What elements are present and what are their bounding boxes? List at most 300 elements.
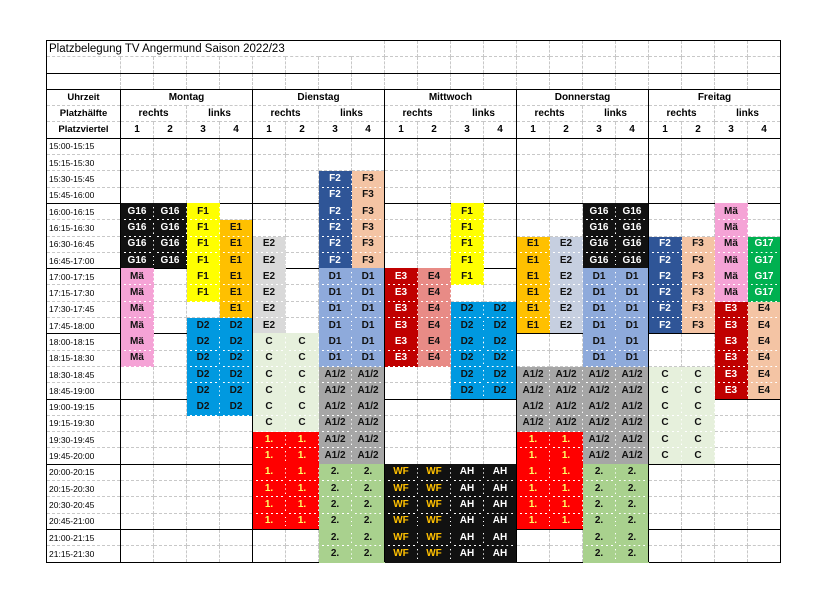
court-cell[interactable]: D2 bbox=[484, 366, 517, 382]
court-cell[interactable] bbox=[517, 155, 550, 171]
court-cell[interactable] bbox=[418, 366, 451, 382]
court-cell[interactable]: D2 bbox=[451, 318, 484, 334]
court-cell[interactable] bbox=[220, 464, 253, 480]
court-cell[interactable] bbox=[649, 497, 682, 513]
court-cell[interactable] bbox=[649, 513, 682, 529]
court-cell[interactable] bbox=[583, 187, 616, 203]
court-cell[interactable] bbox=[286, 285, 319, 301]
court-cell[interactable] bbox=[154, 481, 187, 497]
court-cell[interactable]: E2 bbox=[253, 301, 286, 317]
court-cell[interactable]: 1. bbox=[286, 481, 319, 497]
court-cell[interactable] bbox=[220, 529, 253, 545]
court-cell[interactable] bbox=[583, 138, 616, 154]
court-cell[interactable]: Mä bbox=[715, 285, 748, 301]
court-cell[interactable] bbox=[154, 448, 187, 464]
court-cell[interactable]: E1 bbox=[220, 252, 253, 268]
court-cell[interactable] bbox=[154, 383, 187, 399]
court-cell[interactable] bbox=[484, 187, 517, 203]
court-cell[interactable]: G17 bbox=[748, 252, 781, 268]
court-cell[interactable]: A1/2 bbox=[616, 432, 649, 448]
court-cell[interactable]: C bbox=[682, 448, 715, 464]
court-cell[interactable] bbox=[715, 481, 748, 497]
court-cell[interactable] bbox=[121, 432, 154, 448]
court-cell[interactable]: Mä bbox=[121, 318, 154, 334]
court-cell[interactable] bbox=[682, 220, 715, 236]
court-cell[interactable]: C bbox=[649, 383, 682, 399]
court-cell[interactable] bbox=[550, 155, 583, 171]
court-cell[interactable]: D1 bbox=[616, 269, 649, 285]
court-cell[interactable] bbox=[484, 236, 517, 252]
court-cell[interactable]: C bbox=[253, 334, 286, 350]
court-cell[interactable] bbox=[187, 301, 220, 317]
court-cell[interactable]: 2. bbox=[352, 529, 385, 545]
court-cell[interactable] bbox=[154, 155, 187, 171]
court-cell[interactable] bbox=[187, 138, 220, 154]
court-cell[interactable]: E4 bbox=[748, 318, 781, 334]
court-cell[interactable]: F1 bbox=[187, 220, 220, 236]
court-cell[interactable] bbox=[187, 481, 220, 497]
court-cell[interactable]: WF bbox=[418, 481, 451, 497]
court-cell[interactable]: WF bbox=[385, 464, 418, 480]
court-cell[interactable]: E2 bbox=[550, 236, 583, 252]
court-cell[interactable] bbox=[517, 138, 550, 154]
court-cell[interactable]: G16 bbox=[583, 252, 616, 268]
court-cell[interactable]: C bbox=[682, 366, 715, 382]
court-cell[interactable] bbox=[748, 464, 781, 480]
court-cell[interactable] bbox=[715, 464, 748, 480]
court-cell[interactable]: E3 bbox=[715, 366, 748, 382]
court-cell[interactable]: G16 bbox=[616, 252, 649, 268]
court-cell[interactable]: Mä bbox=[715, 252, 748, 268]
court-cell[interactable] bbox=[451, 171, 484, 187]
court-cell[interactable]: AH bbox=[484, 529, 517, 545]
court-cell[interactable]: C bbox=[286, 366, 319, 382]
court-cell[interactable]: G16 bbox=[121, 220, 154, 236]
court-cell[interactable]: D1 bbox=[616, 350, 649, 366]
court-cell[interactable] bbox=[715, 448, 748, 464]
court-cell[interactable]: G16 bbox=[121, 236, 154, 252]
court-cell[interactable] bbox=[418, 252, 451, 268]
court-cell[interactable] bbox=[154, 138, 187, 154]
court-cell[interactable] bbox=[121, 481, 154, 497]
court-cell[interactable] bbox=[154, 497, 187, 513]
court-cell[interactable]: C bbox=[682, 383, 715, 399]
court-cell[interactable] bbox=[451, 138, 484, 154]
court-cell[interactable]: E1 bbox=[517, 269, 550, 285]
court-cell[interactable] bbox=[649, 546, 682, 562]
court-cell[interactable]: WF bbox=[418, 546, 451, 562]
court-cell[interactable] bbox=[187, 155, 220, 171]
court-cell[interactable] bbox=[187, 415, 220, 431]
court-cell[interactable]: 2. bbox=[319, 529, 352, 545]
court-cell[interactable]: WF bbox=[385, 529, 418, 545]
court-cell[interactable] bbox=[187, 529, 220, 545]
court-cell[interactable]: G16 bbox=[583, 236, 616, 252]
court-cell[interactable]: E3 bbox=[385, 318, 418, 334]
court-cell[interactable]: A1/2 bbox=[583, 383, 616, 399]
court-cell[interactable] bbox=[748, 171, 781, 187]
court-cell[interactable]: 2. bbox=[616, 513, 649, 529]
court-cell[interactable]: G16 bbox=[583, 220, 616, 236]
court-cell[interactable] bbox=[715, 432, 748, 448]
court-cell[interactable]: 1. bbox=[286, 497, 319, 513]
court-cell[interactable] bbox=[187, 513, 220, 529]
court-cell[interactable]: D2 bbox=[451, 383, 484, 399]
court-cell[interactable]: D2 bbox=[484, 383, 517, 399]
court-cell[interactable]: G17 bbox=[748, 236, 781, 252]
court-cell[interactable]: A1/2 bbox=[352, 415, 385, 431]
court-cell[interactable] bbox=[187, 187, 220, 203]
court-cell[interactable] bbox=[748, 155, 781, 171]
court-cell[interactable]: WF bbox=[418, 529, 451, 545]
court-cell[interactable]: G16 bbox=[121, 203, 154, 219]
court-cell[interactable] bbox=[154, 350, 187, 366]
court-cell[interactable]: Mä bbox=[715, 236, 748, 252]
court-cell[interactable]: G16 bbox=[154, 236, 187, 252]
court-cell[interactable]: E3 bbox=[715, 318, 748, 334]
court-cell[interactable] bbox=[154, 334, 187, 350]
court-cell[interactable]: G16 bbox=[616, 203, 649, 219]
court-cell[interactable]: 2. bbox=[352, 497, 385, 513]
court-cell[interactable]: F2 bbox=[319, 252, 352, 268]
court-cell[interactable] bbox=[682, 138, 715, 154]
court-cell[interactable] bbox=[121, 448, 154, 464]
court-cell[interactable] bbox=[121, 513, 154, 529]
court-cell[interactable] bbox=[418, 383, 451, 399]
court-cell[interactable]: 2. bbox=[319, 481, 352, 497]
court-cell[interactable]: AH bbox=[451, 497, 484, 513]
court-cell[interactable]: F2 bbox=[319, 187, 352, 203]
court-cell[interactable]: 1. bbox=[550, 448, 583, 464]
court-cell[interactable]: C bbox=[649, 415, 682, 431]
court-cell[interactable]: D2 bbox=[220, 318, 253, 334]
court-cell[interactable]: 1. bbox=[550, 464, 583, 480]
court-cell[interactable]: G16 bbox=[583, 203, 616, 219]
court-cell[interactable] bbox=[220, 155, 253, 171]
court-cell[interactable]: E1 bbox=[220, 301, 253, 317]
court-cell[interactable]: F1 bbox=[451, 203, 484, 219]
court-cell[interactable] bbox=[121, 497, 154, 513]
court-cell[interactable] bbox=[484, 448, 517, 464]
court-cell[interactable]: D1 bbox=[319, 334, 352, 350]
court-cell[interactable]: D1 bbox=[616, 334, 649, 350]
court-cell[interactable]: 2. bbox=[616, 546, 649, 562]
court-cell[interactable] bbox=[352, 155, 385, 171]
court-cell[interactable]: AH bbox=[451, 481, 484, 497]
court-cell[interactable]: WF bbox=[385, 546, 418, 562]
court-cell[interactable]: F2 bbox=[649, 252, 682, 268]
court-cell[interactable] bbox=[583, 155, 616, 171]
court-cell[interactable]: E1 bbox=[220, 269, 253, 285]
court-cell[interactable]: 2. bbox=[583, 464, 616, 480]
court-cell[interactable] bbox=[385, 448, 418, 464]
court-cell[interactable]: D2 bbox=[484, 301, 517, 317]
court-cell[interactable]: 2. bbox=[583, 481, 616, 497]
court-cell[interactable]: G16 bbox=[121, 252, 154, 268]
court-cell[interactable] bbox=[121, 138, 154, 154]
court-cell[interactable]: D1 bbox=[583, 269, 616, 285]
court-cell[interactable] bbox=[715, 529, 748, 545]
court-cell[interactable]: 1. bbox=[253, 513, 286, 529]
court-cell[interactable] bbox=[286, 252, 319, 268]
court-cell[interactable]: 2. bbox=[616, 497, 649, 513]
court-cell[interactable]: 1. bbox=[517, 448, 550, 464]
court-cell[interactable] bbox=[484, 203, 517, 219]
court-cell[interactable]: F3 bbox=[682, 252, 715, 268]
court-cell[interactable] bbox=[550, 203, 583, 219]
court-cell[interactable] bbox=[517, 203, 550, 219]
court-cell[interactable] bbox=[154, 546, 187, 562]
court-cell[interactable] bbox=[187, 546, 220, 562]
court-cell[interactable] bbox=[154, 301, 187, 317]
court-cell[interactable]: AH bbox=[484, 497, 517, 513]
court-cell[interactable]: E1 bbox=[220, 220, 253, 236]
court-cell[interactable]: C bbox=[253, 366, 286, 382]
court-cell[interactable]: E2 bbox=[550, 269, 583, 285]
court-cell[interactable]: F3 bbox=[682, 236, 715, 252]
court-cell[interactable] bbox=[550, 220, 583, 236]
court-cell[interactable]: D1 bbox=[319, 285, 352, 301]
court-cell[interactable] bbox=[550, 529, 583, 545]
court-cell[interactable]: A1/2 bbox=[517, 366, 550, 382]
court-cell[interactable] bbox=[748, 415, 781, 431]
court-cell[interactable] bbox=[286, 171, 319, 187]
court-cell[interactable]: C bbox=[253, 399, 286, 415]
court-cell[interactable] bbox=[682, 203, 715, 219]
court-cell[interactable] bbox=[286, 236, 319, 252]
court-cell[interactable] bbox=[550, 546, 583, 562]
court-cell[interactable] bbox=[550, 138, 583, 154]
court-cell[interactable]: AH bbox=[484, 546, 517, 562]
court-cell[interactable]: 2. bbox=[616, 481, 649, 497]
court-cell[interactable]: D1 bbox=[319, 318, 352, 334]
court-cell[interactable] bbox=[682, 187, 715, 203]
court-cell[interactable]: C bbox=[286, 383, 319, 399]
court-cell[interactable] bbox=[220, 187, 253, 203]
court-cell[interactable] bbox=[484, 432, 517, 448]
court-cell[interactable]: D1 bbox=[616, 318, 649, 334]
court-cell[interactable]: A1/2 bbox=[319, 366, 352, 382]
court-cell[interactable] bbox=[748, 399, 781, 415]
court-cell[interactable]: E4 bbox=[748, 383, 781, 399]
court-cell[interactable]: C bbox=[649, 366, 682, 382]
court-cell[interactable]: A1/2 bbox=[319, 432, 352, 448]
court-cell[interactable] bbox=[220, 432, 253, 448]
court-cell[interactable]: E2 bbox=[253, 269, 286, 285]
court-cell[interactable] bbox=[649, 464, 682, 480]
court-cell[interactable] bbox=[715, 187, 748, 203]
court-cell[interactable] bbox=[484, 171, 517, 187]
court-cell[interactable] bbox=[154, 285, 187, 301]
court-cell[interactable]: A1/2 bbox=[583, 399, 616, 415]
court-cell[interactable]: A1/2 bbox=[616, 448, 649, 464]
court-cell[interactable]: 1. bbox=[550, 432, 583, 448]
court-cell[interactable]: 1. bbox=[517, 497, 550, 513]
court-cell[interactable]: F3 bbox=[352, 187, 385, 203]
court-cell[interactable] bbox=[748, 513, 781, 529]
court-cell[interactable]: A1/2 bbox=[352, 448, 385, 464]
court-cell[interactable] bbox=[253, 155, 286, 171]
court-cell[interactable]: F1 bbox=[451, 220, 484, 236]
court-cell[interactable]: 2. bbox=[616, 464, 649, 480]
court-cell[interactable] bbox=[220, 481, 253, 497]
court-cell[interactable]: E1 bbox=[517, 318, 550, 334]
court-cell[interactable] bbox=[385, 203, 418, 219]
court-cell[interactable] bbox=[154, 366, 187, 382]
court-cell[interactable]: E3 bbox=[385, 285, 418, 301]
court-cell[interactable]: AH bbox=[451, 529, 484, 545]
court-cell[interactable] bbox=[451, 448, 484, 464]
court-cell[interactable]: F3 bbox=[682, 301, 715, 317]
court-cell[interactable] bbox=[418, 155, 451, 171]
court-cell[interactable] bbox=[484, 415, 517, 431]
court-cell[interactable]: Mä bbox=[121, 350, 154, 366]
court-cell[interactable] bbox=[286, 203, 319, 219]
court-cell[interactable] bbox=[715, 138, 748, 154]
court-cell[interactable] bbox=[121, 366, 154, 382]
court-cell[interactable]: F3 bbox=[352, 236, 385, 252]
court-cell[interactable]: A1/2 bbox=[319, 383, 352, 399]
court-cell[interactable]: C bbox=[649, 399, 682, 415]
court-cell[interactable]: D1 bbox=[352, 350, 385, 366]
court-cell[interactable] bbox=[154, 318, 187, 334]
court-cell[interactable]: A1/2 bbox=[550, 415, 583, 431]
court-cell[interactable]: C bbox=[253, 350, 286, 366]
court-cell[interactable]: 2. bbox=[583, 529, 616, 545]
court-cell[interactable] bbox=[550, 350, 583, 366]
court-cell[interactable]: G16 bbox=[154, 220, 187, 236]
court-cell[interactable] bbox=[748, 529, 781, 545]
court-cell[interactable]: 1. bbox=[550, 481, 583, 497]
court-cell[interactable]: D1 bbox=[352, 334, 385, 350]
court-cell[interactable] bbox=[748, 432, 781, 448]
court-cell[interactable]: 1. bbox=[517, 464, 550, 480]
court-cell[interactable]: AH bbox=[451, 513, 484, 529]
court-cell[interactable]: A1/2 bbox=[616, 383, 649, 399]
court-cell[interactable] bbox=[154, 187, 187, 203]
court-cell[interactable]: Mä bbox=[121, 285, 154, 301]
court-cell[interactable] bbox=[649, 481, 682, 497]
court-cell[interactable] bbox=[286, 318, 319, 334]
court-cell[interactable] bbox=[649, 220, 682, 236]
court-cell[interactable]: 2. bbox=[583, 513, 616, 529]
court-cell[interactable]: F2 bbox=[649, 318, 682, 334]
court-cell[interactable] bbox=[418, 236, 451, 252]
court-cell[interactable] bbox=[748, 203, 781, 219]
court-cell[interactable]: F3 bbox=[352, 171, 385, 187]
court-cell[interactable] bbox=[451, 415, 484, 431]
court-cell[interactable]: E3 bbox=[385, 350, 418, 366]
court-cell[interactable] bbox=[253, 203, 286, 219]
court-cell[interactable] bbox=[286, 155, 319, 171]
court-cell[interactable]: G16 bbox=[616, 220, 649, 236]
court-cell[interactable] bbox=[682, 546, 715, 562]
court-cell[interactable] bbox=[385, 220, 418, 236]
court-cell[interactable] bbox=[418, 203, 451, 219]
court-cell[interactable]: E3 bbox=[715, 383, 748, 399]
court-cell[interactable]: F1 bbox=[187, 252, 220, 268]
court-cell[interactable]: F3 bbox=[682, 285, 715, 301]
court-cell[interactable]: WF bbox=[418, 464, 451, 480]
court-cell[interactable] bbox=[385, 383, 418, 399]
court-cell[interactable]: C bbox=[649, 432, 682, 448]
court-cell[interactable]: 1. bbox=[253, 481, 286, 497]
court-cell[interactable] bbox=[451, 432, 484, 448]
court-cell[interactable]: A1/2 bbox=[352, 399, 385, 415]
court-cell[interactable] bbox=[418, 432, 451, 448]
court-cell[interactable] bbox=[715, 171, 748, 187]
court-cell[interactable]: D2 bbox=[220, 334, 253, 350]
court-cell[interactable] bbox=[715, 546, 748, 562]
court-cell[interactable] bbox=[418, 220, 451, 236]
court-cell[interactable] bbox=[253, 138, 286, 154]
court-cell[interactable]: 1. bbox=[286, 464, 319, 480]
court-cell[interactable]: 1. bbox=[550, 497, 583, 513]
court-cell[interactable] bbox=[649, 155, 682, 171]
court-cell[interactable] bbox=[286, 138, 319, 154]
court-cell[interactable] bbox=[220, 513, 253, 529]
court-cell[interactable] bbox=[121, 529, 154, 545]
court-cell[interactable]: D1 bbox=[616, 285, 649, 301]
court-cell[interactable]: 2. bbox=[319, 464, 352, 480]
court-cell[interactable]: C bbox=[286, 334, 319, 350]
court-cell[interactable]: A1/2 bbox=[550, 383, 583, 399]
court-cell[interactable]: D2 bbox=[484, 318, 517, 334]
court-cell[interactable]: A1/2 bbox=[583, 415, 616, 431]
court-cell[interactable]: A1/2 bbox=[352, 383, 385, 399]
court-cell[interactable] bbox=[418, 448, 451, 464]
court-cell[interactable]: D2 bbox=[451, 366, 484, 382]
court-cell[interactable]: D1 bbox=[319, 301, 352, 317]
court-cell[interactable] bbox=[187, 171, 220, 187]
court-cell[interactable] bbox=[220, 448, 253, 464]
court-cell[interactable]: D2 bbox=[451, 301, 484, 317]
court-cell[interactable]: 1. bbox=[286, 513, 319, 529]
court-cell[interactable]: 2. bbox=[319, 513, 352, 529]
court-cell[interactable] bbox=[748, 546, 781, 562]
court-cell[interactable] bbox=[682, 464, 715, 480]
court-cell[interactable]: D2 bbox=[187, 399, 220, 415]
court-cell[interactable]: E4 bbox=[748, 366, 781, 382]
court-cell[interactable]: 2. bbox=[352, 464, 385, 480]
court-cell[interactable]: F3 bbox=[682, 269, 715, 285]
court-cell[interactable] bbox=[286, 187, 319, 203]
court-cell[interactable] bbox=[253, 220, 286, 236]
court-cell[interactable]: E1 bbox=[517, 236, 550, 252]
court-cell[interactable] bbox=[649, 203, 682, 219]
court-cell[interactable]: F1 bbox=[451, 236, 484, 252]
court-cell[interactable]: A1/2 bbox=[583, 432, 616, 448]
court-cell[interactable]: A1/2 bbox=[319, 415, 352, 431]
court-cell[interactable] bbox=[649, 171, 682, 187]
court-cell[interactable]: E3 bbox=[715, 334, 748, 350]
court-cell[interactable]: E4 bbox=[748, 350, 781, 366]
court-cell[interactable]: E3 bbox=[385, 269, 418, 285]
court-cell[interactable] bbox=[682, 497, 715, 513]
court-cell[interactable]: F2 bbox=[649, 269, 682, 285]
court-cell[interactable] bbox=[649, 350, 682, 366]
court-cell[interactable] bbox=[484, 138, 517, 154]
court-cell[interactable] bbox=[517, 187, 550, 203]
court-cell[interactable]: C bbox=[286, 399, 319, 415]
court-cell[interactable] bbox=[154, 464, 187, 480]
court-cell[interactable]: A1/2 bbox=[319, 448, 352, 464]
court-cell[interactable]: 2. bbox=[583, 497, 616, 513]
court-cell[interactable] bbox=[418, 415, 451, 431]
court-cell[interactable]: E1 bbox=[220, 285, 253, 301]
court-cell[interactable] bbox=[682, 529, 715, 545]
court-cell[interactable]: E4 bbox=[748, 334, 781, 350]
